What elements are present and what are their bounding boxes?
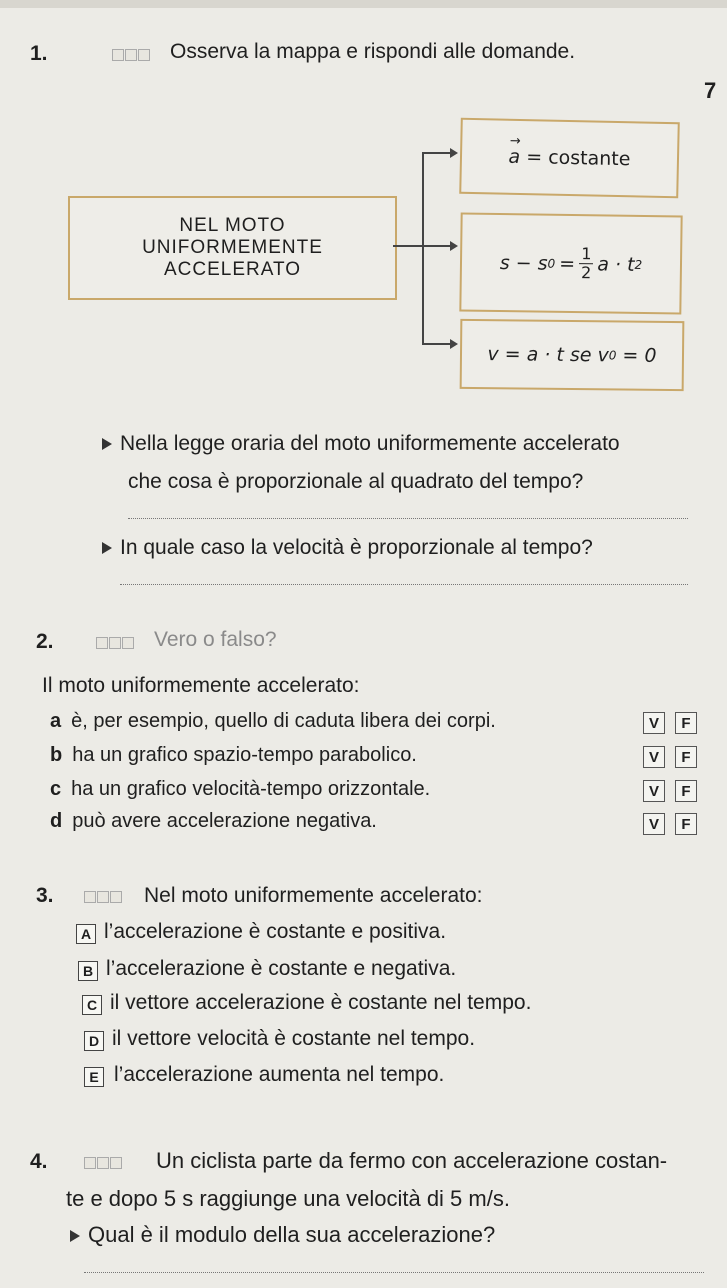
map-arrow-3 [450, 339, 458, 349]
q4-question-text: Qual è il modulo della sua accelerazione? [88, 1222, 496, 1247]
q1-question-a-line2: che cosa è proporzionale al quadrato del tempo? [128, 470, 584, 493]
map-connector-2 [422, 245, 452, 247]
formula-sub-0: 0 [547, 256, 556, 271]
formula-eq-zero: = 0 [622, 344, 657, 367]
q3-option-b-box[interactable]: B [78, 961, 98, 981]
q1-question-b [102, 536, 593, 560]
formula-exp-2: 2 [634, 257, 643, 272]
map-main-box [68, 196, 397, 300]
q2-item-text: ha un grafico velocità-tempo orizzontale. [71, 778, 431, 800]
q1-answer-line-b[interactable] [120, 584, 688, 585]
map-branch1-text: = costante [526, 146, 631, 171]
formula-v-sub-0: 0 [608, 348, 617, 363]
q1-difficulty-icon [112, 48, 152, 61]
q4-number: 4. [30, 1150, 48, 1173]
q2-number: 2. [36, 630, 54, 653]
q4-difficulty-icon [84, 1156, 124, 1169]
formula-v-at: v = a · t se v [487, 343, 609, 367]
map-connector-vertical [422, 152, 424, 344]
formula-equals: = [559, 252, 576, 275]
q4-line2: te e dopo 5 s raggiunge una velocità di 5 m/s. [66, 1186, 510, 1211]
q2-item-c [50, 778, 430, 801]
q2-b-false-box[interactable]: F [675, 746, 697, 768]
map-box-acceleration [459, 118, 680, 199]
q1-answer-line-a[interactable] [128, 518, 688, 519]
q3-option-a-text: l’accelerazione è costante e positiva. [104, 920, 447, 943]
q2-d-true-box[interactable]: V [643, 813, 665, 835]
q2-item-letter: d [50, 810, 63, 832]
q2-item-text: ha un grafico spazio-tempo parabolico. [72, 744, 417, 766]
q2-c-false-box[interactable]: F [675, 780, 697, 802]
q3-option-e-box[interactable]: E [84, 1067, 104, 1087]
map-main-line2: UNIFORMEMENTE [142, 237, 323, 258]
q2-a-false-box[interactable]: F [675, 712, 697, 734]
q3-option-a-box[interactable]: A [76, 924, 96, 944]
map-connector-main [393, 245, 423, 247]
q2-item-letter: c [50, 778, 62, 800]
q1-title: Osserva la mappa e rispondi alle domande. [170, 40, 576, 63]
map-box-velocity [460, 319, 685, 391]
vector-a-symbol: a → [508, 133, 521, 168]
page-top-edge [0, 0, 727, 8]
q2-item-letter: b [50, 744, 63, 766]
formula-s-minus-s: s − s [499, 251, 548, 275]
q2-intro: Il moto uniformemente accelerato: [42, 674, 360, 697]
q2-item-b [50, 744, 417, 767]
map-arrow-1 [450, 148, 458, 158]
q3-difficulty-icon [84, 890, 124, 903]
q2-item-a [50, 710, 496, 733]
q2-b-true-box[interactable]: V [643, 746, 665, 768]
q1-question-a-line1: Nella legge oraria del moto uniformemente accelerato [120, 432, 620, 455]
page-number: 7 [704, 78, 717, 103]
q1-question-b-text: In quale caso la velocità è proporzionale al tempo? [120, 536, 593, 559]
map-main-line3: ACCELERATO [163, 259, 302, 280]
map-connector-3 [422, 343, 452, 345]
bullet-triangle-icon [70, 1230, 80, 1242]
q2-difficulty-icon [96, 636, 136, 649]
q2-c-true-box[interactable]: V [643, 780, 665, 802]
q3-option-c-box[interactable]: C [82, 995, 102, 1015]
q2-a-true-box[interactable]: V [643, 712, 665, 734]
q3-option-c-text: il vettore accelerazione è costante nel tempo. [110, 991, 532, 1014]
q4-line1: Un ciclista parte da fermo con accelerazione costan- [156, 1148, 668, 1173]
fraction-denominator: 2 [580, 263, 592, 283]
q3-option-d-text: il vettore velocità è costante nel tempo. [112, 1027, 476, 1050]
q2-title: Vero o falso? [154, 628, 277, 651]
map-connector-1 [422, 152, 452, 154]
q3-title: Nel moto uniformemente accelerato: [144, 884, 483, 907]
q2-item-d [50, 810, 377, 833]
q2-item-text: è, per esempio, quello di caduta libera dei corpi. [71, 710, 496, 732]
fraction-numerator: 1 [579, 245, 593, 264]
bullet-triangle-icon [102, 542, 112, 554]
q4-question [70, 1222, 495, 1248]
q3-option-b-text: l’accelerazione è costante e negativa. [106, 957, 457, 980]
q1-question-a [102, 432, 620, 456]
q2-item-text: può avere accelerazione negativa. [72, 810, 377, 832]
bullet-triangle-icon [102, 438, 112, 450]
q2-d-false-box[interactable]: F [675, 813, 697, 835]
map-main-line1: NEL MOTO [179, 215, 286, 236]
q2-item-letter: a [50, 710, 62, 732]
map-box-position [459, 212, 682, 314]
fraction-one-half [579, 245, 594, 282]
q3-number: 3. [36, 884, 54, 907]
map-arrow-2 [450, 241, 458, 251]
q3-option-e-text: l’accelerazione aumenta nel tempo. [114, 1063, 445, 1086]
q1-number: 1. [30, 42, 48, 65]
formula-a-t: a · t [597, 252, 635, 276]
q4-answer-line[interactable] [84, 1272, 704, 1273]
q3-option-d-box[interactable]: D [84, 1031, 104, 1051]
